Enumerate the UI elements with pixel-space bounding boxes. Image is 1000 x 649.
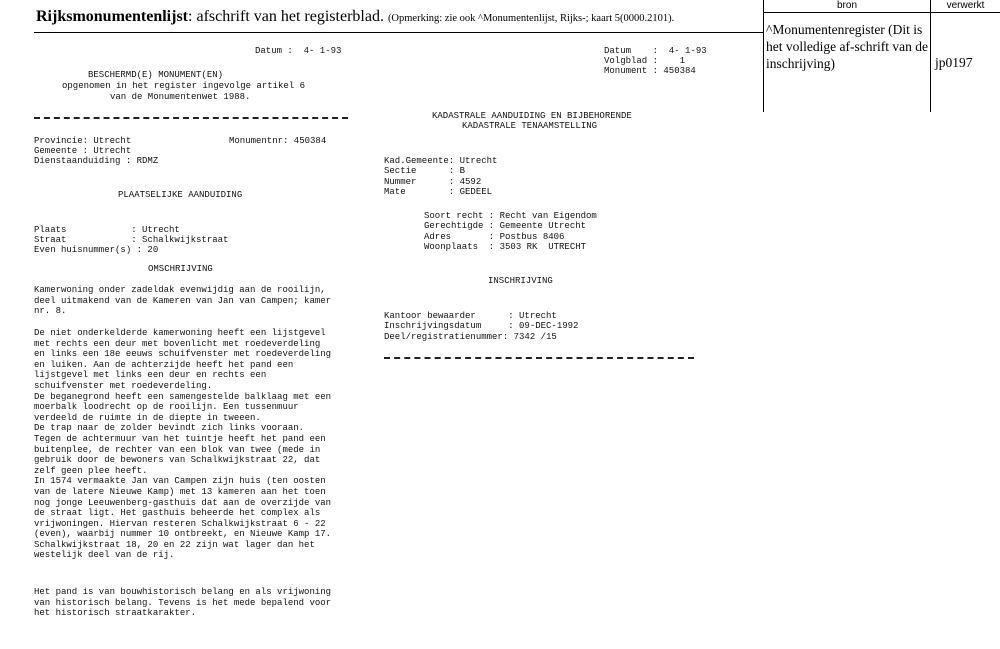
title-note: (Opmerking: zie ook ^Monumentenlijst, Rijks-; kaart 5(0000.2101). xyxy=(387,13,675,24)
huisnummer: Even huisnummer(s) : 20 xyxy=(34,245,159,255)
gerechtigde: Gerechtigde : Gemeente Utrecht xyxy=(424,221,587,231)
kadastrale-heading-1: KADASTRALE AANDUIDING EN BIJBEHORENDE xyxy=(432,111,632,121)
table-divider xyxy=(930,0,931,112)
page-title xyxy=(36,8,674,26)
mate: Mate : GEDEEL xyxy=(384,187,493,197)
col-header-verwerkt: verwerkt xyxy=(931,0,1000,13)
paragraph-1: Kamerwoning onder zadeldak evenwijdig aan de rooilijn, deel uitmakend van de Kameren van Jan van Campen; kamer nr. 8. xyxy=(34,285,332,317)
soort-recht: Soort recht : Recht van Eigendom xyxy=(424,211,597,221)
monument: Monument : 450384 xyxy=(604,66,696,76)
kad-gemeente: Kad.Gemeente: Utrecht xyxy=(384,156,498,166)
dashed-divider xyxy=(384,357,694,361)
provincie: Provincie: Utrecht xyxy=(34,136,132,146)
source-table xyxy=(763,0,1000,112)
col-header-bron: bron xyxy=(764,0,930,13)
dienstaanduiding: Dienstaanduiding : RDMZ xyxy=(34,156,159,166)
inschrijvingsdatum: Inschrijvingsdatum : 09-DEC-1992 xyxy=(384,321,579,331)
plaats: Plaats : Utrecht xyxy=(34,225,180,235)
beschermd-line-2: opgenomen in het register ingevolge artikel 6 xyxy=(62,81,306,91)
beschermd-line-3: van de Monumentenwet 1988. xyxy=(110,92,251,102)
gemeente: Gemeente : Utrecht xyxy=(34,146,132,156)
title-rule xyxy=(34,32,763,33)
plaatselijke-heading: PLAATSELIJKE AANDUIDING xyxy=(118,190,243,200)
sectie: Sectie : B xyxy=(384,166,466,176)
paragraph-3: Het pand is van bouwhistorisch belang en als vrijwoning van historisch belang. Tevens is het mede bepalend voor het historisch straatkarakter. xyxy=(34,587,332,619)
verwerkt-value: jp0197 xyxy=(935,55,973,70)
title-rest: : afschrift van het registerblad. xyxy=(188,8,384,25)
straat: Straat : Schalkwijkstraat xyxy=(34,235,229,245)
paragraph-2: De niet onderkelderde kamerwoning heeft een lijstgevel met rechts een deur met bovenlicht met roedeverdeling en links een 18e eeuws schuifvenster met roedeverdeling en luiken. Aan de achterzijde heeft het pand een lijstgevel met links een deur en rechts een schuifvenster met roedeverdeling. De beganegrond heeft een samengestelde balklaag met een moerbalk loodrecht op de rooilijn. Een tussenmuur verdeeld de ruimte in de diepte in tweeen. De trap naar de zolder bevindt zich links vooraan. Tegen de achtermuur van het tuintje heeft het pand een buitenplee, de rechter van een blok van twee (mede in gebruik door de bewoners van Schalkwijkstraat 22, dat zelf geen plee heeft. In 1574 vermaakte Jan van Campen zijn huis (ten oosten van de latere Nieuwe Kamp) met 13 kameren aan het toen nog jonge Leeuwenberg-gasthuis dat aan de overzijde van de straat ligt. Het gasthuis beheerde het complex als vrijwoningen. Hiervan resteren Schalkwijkstraat 6 - 22 (even), waarbij nummer 10 ontbreekt, en Nieuwe Kamp 17. Schalkwijkstraat 18, 20 en 22 zijn wat lager dan het westelijk deel van de rij. xyxy=(34,328,332,561)
datum-left: Datum : 4- 1-93 xyxy=(255,46,342,56)
kadastrale-heading-2: KADASTRALE TENAAMSTELLING xyxy=(462,121,598,131)
title-bold: Rijksmonumentenlijst xyxy=(36,8,189,25)
dashed-divider xyxy=(34,117,348,121)
inschrijving-heading: INSCHRIJVING xyxy=(488,276,553,286)
beschermd-line-1: BESCHERMD(E) MONUMENT(EN) xyxy=(88,70,224,80)
omschrijving-heading: OMSCHRIJVING xyxy=(148,264,213,274)
kantoor-bewaarder: Kantoor bewaarder : Utrecht xyxy=(384,311,557,321)
woonplaats: Woonplaats : 3503 RK UTRECHT xyxy=(424,242,587,252)
volgblad: Volgblad : 1 xyxy=(604,56,686,66)
table-divider xyxy=(763,0,764,112)
monumentnr: Monumentnr: 450384 xyxy=(229,136,327,146)
datum-right: Datum : 4- 1-93 xyxy=(604,46,707,56)
deel-registratienummer: Deel/registratienummer: 7342 /15 xyxy=(384,332,557,342)
nummer: Nummer : 4592 xyxy=(384,177,482,187)
adres: Adres : Postbus 8406 xyxy=(424,232,565,242)
bron-value: ^Monumentenregister (Dit is het volledige af-schrift van de inschrijving) xyxy=(766,22,928,71)
